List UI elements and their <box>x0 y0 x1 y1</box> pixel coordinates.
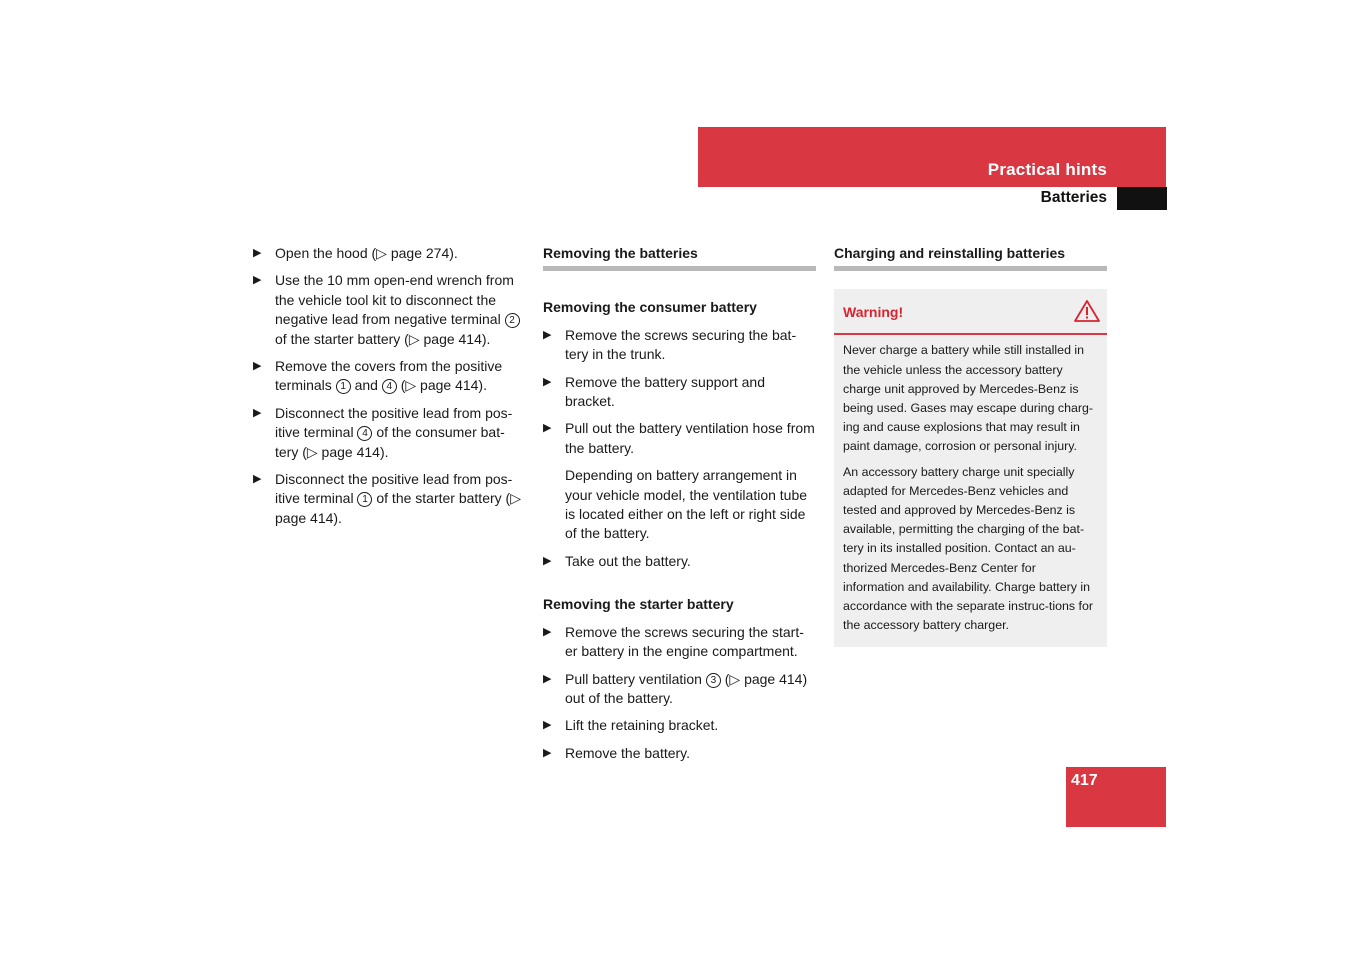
section-marker <box>1117 187 1167 210</box>
warning-paragraph: An accessory battery charge unit specially adapted for Mercedes-Benz vehicles and tested and approved by Mercedes-Benz is available, permitting the charging of the bat-tery in its installed position. Contact an au-thorized Mercedes-Benz Center for information and availability. Charge battery in accordance with the separate instruc-tions for the accessory battery charger. <box>843 464 1094 633</box>
page-number: 417 <box>1071 772 1098 789</box>
bullet-icon: ▶ <box>543 719 552 732</box>
chapter-title: Practical hints <box>987 160 1107 179</box>
bullet-icon: ▶ <box>253 406 262 419</box>
list-item: ▶ Remove the covers from the positive terminals 1 and 4 (▷ page 414). <box>253 358 503 394</box>
column-middle <box>543 244 816 771</box>
callout-marker: 3 <box>706 673 721 688</box>
bullet-icon: ▶ <box>543 328 552 341</box>
callout-marker: 2 <box>505 313 520 328</box>
column-right <box>834 244 1107 647</box>
bullet-icon: ▶ <box>543 625 552 638</box>
list-item: ▶ Remove the battery support and bracket. <box>543 373 766 410</box>
bullet-icon: ▶ <box>253 473 262 486</box>
list-item: ▶ Use the 10 mm open-end wrench from the vehicle tool kit to disconnect the negative lead from negative terminal 2 of the starter battery (▷ page 414). <box>253 271 528 349</box>
warning-body <box>834 335 1107 647</box>
callout-marker: 1 <box>336 379 351 394</box>
step-list <box>543 552 816 571</box>
warning-triangle-icon <box>1073 299 1101 323</box>
sub-heading-starter: Removing the starter battery <box>543 596 734 613</box>
note-text: Depending on battery arrangement in your vehicle model, the ventilation tube is located either on the left or right side of the battery. <box>565 467 808 542</box>
callout-marker: 4 <box>382 379 397 394</box>
step-list <box>543 326 816 458</box>
bullet-icon: ▶ <box>253 274 262 287</box>
header-band <box>698 127 1166 187</box>
step-list <box>253 244 528 528</box>
list-item: ▶ Open the hood (▷ page 274). <box>253 244 528 263</box>
bullet-icon: ▶ <box>253 247 262 259</box>
section-heading: Removing the batteries <box>543 244 816 271</box>
list-item: ▶ Lift the retaining bracket. <box>543 716 816 735</box>
bullet-icon: ▶ <box>543 746 552 759</box>
callout-marker: 1 <box>357 492 372 507</box>
warning-box <box>834 289 1107 647</box>
section-heading: Charging and reinstalling batteries <box>834 244 1107 271</box>
list-item: ▶ Disconnect the positive lead from pos-itive terminal 1 of the starter battery (▷ page 414). <box>253 471 521 526</box>
list-item: ▶ Take out the battery. <box>543 552 816 571</box>
column-left <box>253 244 528 536</box>
list-item: ▶ Remove the screws securing the bat-tery in the trunk. <box>543 326 797 363</box>
bullet-icon: ▶ <box>543 422 552 435</box>
page-tab <box>1066 767 1166 827</box>
warning-paragraph: Never charge a battery while still installed in the vehicle unless the accessory battery charge unit approved by Mercedes-Benz is being used. Gases may escape during charg-ing and cause explosions that may result in paint damage, corrosion or personal injury. <box>843 343 1094 454</box>
list-item: ▶ Pull battery ventilation 3 (▷ page 414) out of the battery. <box>543 670 808 706</box>
warning-header <box>834 289 1107 335</box>
list-item: ▶ Disconnect the positive lead from pos-itive terminal 4 of the consumer bat-tery (▷ page 414). <box>253 404 513 460</box>
step-list <box>543 623 816 763</box>
callout-marker: 4 <box>357 426 372 441</box>
bullet-icon: ▶ <box>543 554 552 567</box>
bullet-icon: ▶ <box>543 672 552 685</box>
bullet-icon: ▶ <box>253 360 262 373</box>
list-item: ▶ Remove the battery. <box>543 744 816 763</box>
list-item: ▶ Pull out the battery ventilation hose from the battery. <box>543 420 815 456</box>
warning-label: Warning! <box>843 304 904 321</box>
section-title: Batteries <box>1040 189 1107 206</box>
list-item: ▶ Remove the screws securing the start-er battery in the engine compartment. <box>543 623 804 660</box>
sub-heading-consumer: Removing the consumer battery <box>543 299 757 316</box>
bullet-icon: ▶ <box>543 375 552 388</box>
